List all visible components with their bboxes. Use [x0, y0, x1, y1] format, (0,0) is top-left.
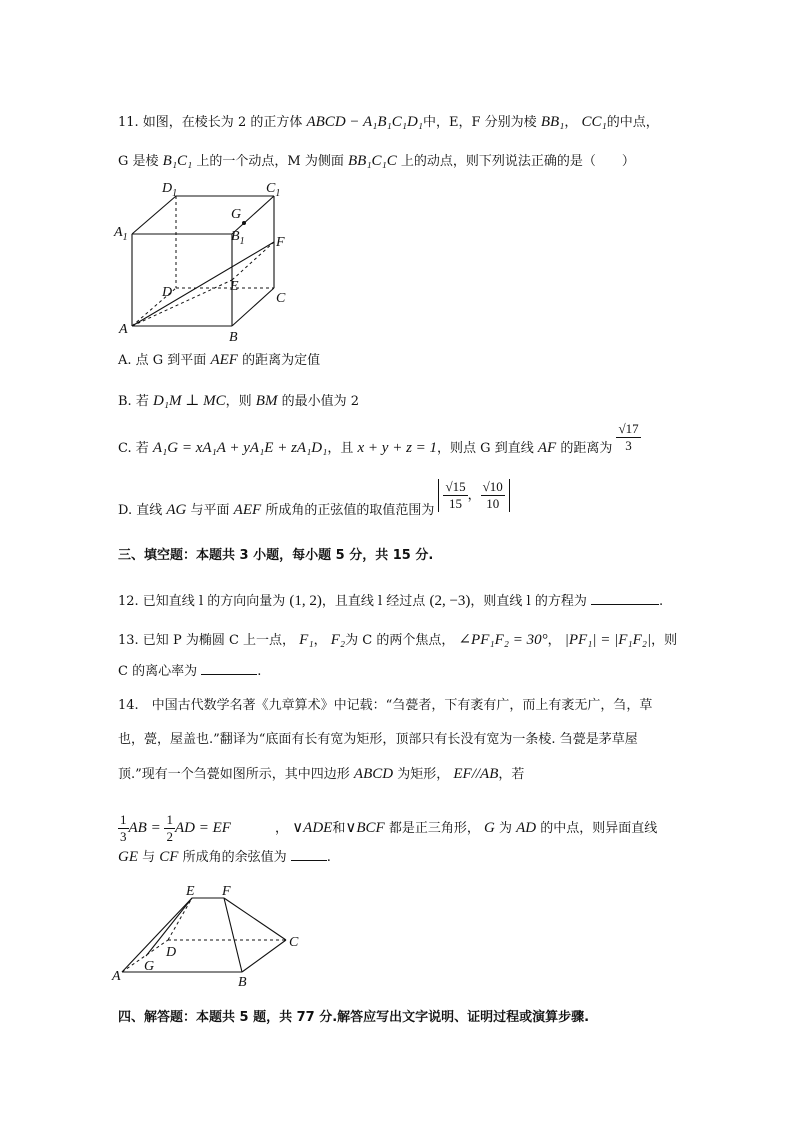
q11-line-2 — [118, 151, 635, 172]
label-d: D — [162, 285, 173, 300]
q11-text-b: 中，E，F 分别为棱 — [423, 115, 537, 130]
q13-pre: 13. 已知 P 为椭圆 C 上一点， — [118, 633, 296, 648]
option-b-pre: B. 若 — [118, 394, 149, 409]
comma: ， — [564, 115, 578, 130]
rect-abcd: ABCD — [353, 766, 394, 782]
q14-tail: 所成角的余弦值为 — [182, 850, 287, 865]
q14-line-5 — [118, 847, 331, 868]
option-c-mid2: ，则点 G 到直线 — [437, 441, 534, 456]
option-a-post: 的距离为定值 — [242, 353, 321, 368]
q14-line-2: 也，甍，屋盖也.”翻译为“底面有长有宽为矩形，顶部只有长没有宽为一条棱. 刍甍是茅草屋 — [118, 732, 638, 747]
edge-b1c1: B₁C₁ — [162, 153, 193, 169]
option-b — [118, 391, 359, 412]
edge-fc — [224, 898, 286, 940]
triangle-ade: ∨ADE — [292, 820, 333, 836]
label-a: A — [112, 969, 121, 984]
label-a: A — [119, 322, 128, 337]
label-c: C — [276, 291, 286, 306]
edge-cc1: CC₁ — [581, 114, 607, 130]
line-ge: GE — [118, 849, 138, 865]
sum-condition: x + y + z = 1 — [357, 440, 438, 456]
q14-line-4 — [118, 812, 657, 845]
face-bb1c1c: BB₁C₁C — [348, 153, 397, 169]
cube-name: ABCD − A₁B₁C₁D₁ — [306, 114, 424, 130]
fraction-1-2 — [164, 812, 175, 845]
edge-bb1: BB₁ — [540, 114, 565, 130]
q14-mid2: 为 — [498, 821, 512, 836]
option-c-pre: C. 若 — [118, 441, 149, 456]
label-d: D — [166, 945, 177, 960]
section-3-heading: 三、填空题：本题共 3 小题，每小题 5 分，共 15 分. — [118, 548, 434, 563]
label-b: B — [238, 975, 247, 990]
line-af: AF — [537, 440, 557, 456]
option-d-mid2: 所成角的正弦值的取值范围为 — [265, 503, 435, 518]
q13-mid: 为 C 的两个焦点， — [345, 633, 455, 648]
answer-blank[interactable] — [201, 674, 257, 675]
option-b-cond: D₁M ⊥ MC — [152, 393, 226, 409]
label-f: F — [222, 884, 231, 899]
label-a1: $A_1$ — [114, 225, 128, 243]
denominator: 2 — [166, 829, 173, 844]
length-condition: |PF₁| = |F₁F₂| — [564, 632, 652, 648]
q14-and: 和 — [332, 821, 346, 836]
q14-line3a: 顶.”现有一个刍甍如图所示，其中四边形 — [118, 767, 350, 782]
q14-line-1: 14. 中国古代数学名著《九章算术》中记载：“刍甍者，下有袤有广，而上有袤无广，刍，草 — [118, 698, 653, 713]
option-b-mid: ，则 — [225, 394, 252, 409]
fraction-sqrt10-10 — [481, 479, 505, 512]
label-c1: $C_1$ — [266, 181, 281, 199]
fraction-sqrt17-3 — [616, 421, 640, 454]
cube-figure — [110, 176, 310, 346]
q12 — [118, 591, 663, 612]
parallel-condition: EF//AB — [453, 766, 499, 782]
edge-fb — [224, 898, 242, 972]
q11-text-c: 的中点， — [606, 115, 659, 130]
label-g: G — [231, 207, 242, 222]
ab-term: AB = — [128, 820, 165, 836]
plane-aef-2: AEF — [233, 502, 262, 518]
denominator: 10 — [486, 496, 500, 511]
segment-ad: AD — [516, 820, 537, 836]
label-e: E — [230, 279, 239, 294]
edge-bc-bottom — [242, 940, 286, 972]
segment-ef — [232, 242, 274, 280]
angle-condition: ∠PF₁F₂ = 30° — [458, 632, 548, 648]
label-g: G — [144, 959, 155, 974]
q12-mid: ，且直线 l 经过点 — [321, 594, 426, 609]
q14-with: 与 — [142, 850, 156, 865]
plane-aef: AEF — [210, 352, 238, 368]
option-c-post: 的距离为 — [560, 441, 613, 456]
numerator: 1 — [166, 812, 173, 827]
label-c: C — [289, 935, 299, 950]
line-ag: AG — [166, 502, 187, 518]
answer-blank[interactable] — [591, 604, 659, 605]
option-b-post: 的最小值为 2 — [281, 394, 359, 409]
edge-a1d1 — [132, 196, 176, 234]
point-coords: (2, −3) — [429, 593, 471, 609]
label-d1: $D_1$ — [162, 181, 178, 199]
numerator: √10 — [482, 479, 503, 494]
edge-ae — [122, 898, 192, 972]
option-c — [118, 421, 641, 459]
ad-ef-term: AD = EF — [174, 820, 231, 836]
label-b1: $B_1$ — [231, 229, 245, 247]
interval-comma: ， — [467, 487, 481, 502]
label-f: F — [276, 235, 285, 250]
option-a — [118, 350, 320, 371]
option-d-pre: D. 直线 — [118, 503, 163, 518]
numerator: √17 — [618, 421, 639, 436]
section-4-heading: 四、解答题：本题共 5 题，共 77 分.解答应写出文字说明、证明过程或演算步骤. — [118, 1010, 590, 1025]
q13-line-1 — [118, 630, 677, 651]
numerator: √15 — [445, 479, 466, 494]
point-g — [242, 221, 246, 225]
option-d — [118, 479, 510, 521]
denominator: 3 — [625, 438, 632, 453]
q11-text-e: 上的一个动点，M 为侧面 — [196, 154, 344, 169]
label-b: B — [229, 330, 238, 345]
q14-end: . — [326, 850, 331, 865]
q13-line-2 — [118, 662, 261, 682]
segment-ae — [132, 280, 232, 326]
vector-equation: A₁G = xA₁A + yA₁E + zA₁D₁ — [152, 440, 328, 456]
q11-line-1 — [118, 112, 659, 133]
direction-vector: (1, 2) — [289, 593, 322, 609]
q12-post: ，则直线 l 的方程为 — [470, 594, 587, 609]
q13-post: ，则 — [651, 633, 678, 648]
q11-text-d: G 是棱 — [118, 154, 159, 169]
q14-post: 的中点，则异面直线 — [540, 821, 658, 836]
q13-line2: C 的离心率为 — [118, 664, 198, 679]
q11-text: 11. 如图，在棱长为 2 的正方体 — [118, 115, 303, 130]
q13-sep2: ， — [547, 633, 561, 648]
segment-bm: BM — [255, 393, 278, 409]
segment-af — [132, 242, 274, 326]
fraction-1-3 — [118, 812, 129, 845]
answer-blank[interactable] — [291, 860, 327, 861]
label-e: E — [186, 884, 195, 899]
q14-comma: ， — [275, 820, 289, 835]
point-g-label: G — [483, 820, 495, 836]
denominator: 3 — [120, 829, 127, 844]
chumeng-figure — [108, 880, 318, 990]
q12-end: . — [658, 594, 664, 609]
line-cf: CF — [159, 849, 179, 865]
interval — [438, 479, 509, 512]
q13-end: . — [257, 664, 262, 679]
numerator: 1 — [120, 812, 127, 827]
q14-line3c: ，若 — [498, 767, 525, 782]
denominator: 15 — [449, 496, 463, 511]
focus-f1: F₁ — [299, 632, 314, 648]
triangle-bcf: ∨BCF — [345, 820, 385, 836]
q14-mid: 都是正三角形， — [388, 821, 480, 836]
fraction-sqrt15-15 — [443, 479, 467, 512]
q13-sep: ， — [313, 633, 327, 648]
option-d-mid: 与平面 — [190, 503, 230, 518]
q12-pre: 12. 已知直线 l 的方向向量为 — [118, 594, 286, 609]
q14-line-3 — [118, 764, 524, 785]
option-a-pre: A. 点 G 到平面 — [118, 353, 207, 368]
q11-text-f: 上的动点，则下列说法正确的是（ ） — [400, 154, 635, 169]
q14-line3b: 为矩形， — [397, 767, 450, 782]
focus-f2: F₂ — [330, 632, 346, 648]
option-c-mid: ，且 — [327, 441, 354, 456]
